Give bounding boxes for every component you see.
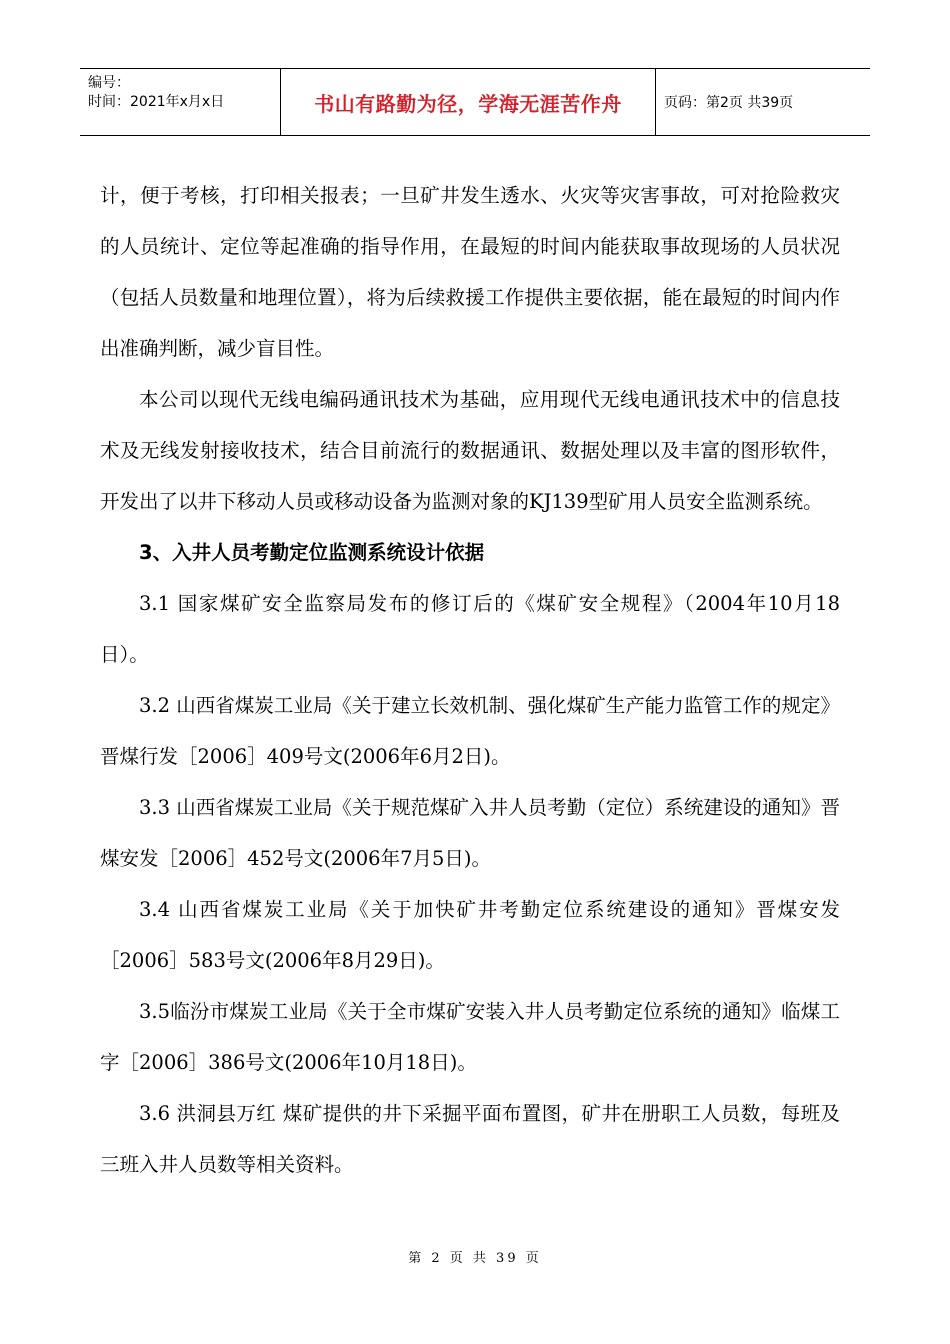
paragraph-continuation: 计，便于考核，打印相关报表；一旦矿井发生透水、火灾等灾害事故，可对抢险救灾的人员统计、定位等起准确的指导作用，在最短的时间内能获取事故现场的人员状况（包括人员数量和地理位置），将为后续救援工作提供主要依据，能在最短的时间内作出准确判断，减少盲目性。 xyxy=(100,184,840,360)
basis-item-3-3: 3.3 山西省煤炭工业局《关于规范煤矿入井人员考勤（定位）系统建设的通知》晋 煤安发［2006］452号文(2006年7月5日)。 xyxy=(100,796,840,870)
document-time-label: 时间：2021年x月x日 xyxy=(88,94,225,110)
header-motto: 书山有路勤为径，学海无涯苦作舟 xyxy=(281,69,656,135)
basis-item-3-5: 3.5临汾市煤炭工业局《关于全市煤矿安装入井人员考勤定位系统的通知》临煤工字［2006］386号文(2006年10月18日)。 xyxy=(100,1000,840,1074)
basis-item-3-2: 3.2 山西省煤炭工业局《关于建立长效机制、强化煤矿生产能力监管工作的规定》晋煤行发［2006］409号文(2006年6月2日)。 xyxy=(100,694,840,768)
header-meta xyxy=(80,69,281,135)
page-footer: 第 2 页 共 39 页 xyxy=(408,1251,542,1266)
basis-item-3-4: 3.4 山西省煤炭工业局《关于加快矿井考勤定位系统建设的通知》晋煤安发［2006］583号文(2006年8月29日)。 xyxy=(100,898,840,972)
header-page-info: 页码：第2页 共39页 xyxy=(664,95,794,111)
document-body xyxy=(100,170,840,1190)
basis-item-3-6: 3.6 洪洞县万红 煤矿提供的井下采掘平面布置图，矿井在册职工人员数，每班及三班入井人员数等相关资料。 xyxy=(100,1102,840,1176)
document-number-label: 编号： xyxy=(88,75,130,91)
basis-item-3-1: 3.1 国家煤矿安全监察局发布的修订后的《煤矿安全规程》（2004年10月18日）。 xyxy=(100,592,840,666)
paragraph-company-intro: 本公司以现代无线电编码通讯技术为基础，应用现代无线电通讯技术中的信息技术及无线发射接收技术，结合目前流行的数据通讯、数据处理以及丰富的图形软件，开发出了以井下移动人员或移动设备为监测对象的KJ139型矿用人员安全监测系统。 xyxy=(100,388,840,513)
section-heading-3: 3、入井人员考勤定位监测系统设计依据 xyxy=(139,541,485,564)
page-header xyxy=(80,68,870,136)
